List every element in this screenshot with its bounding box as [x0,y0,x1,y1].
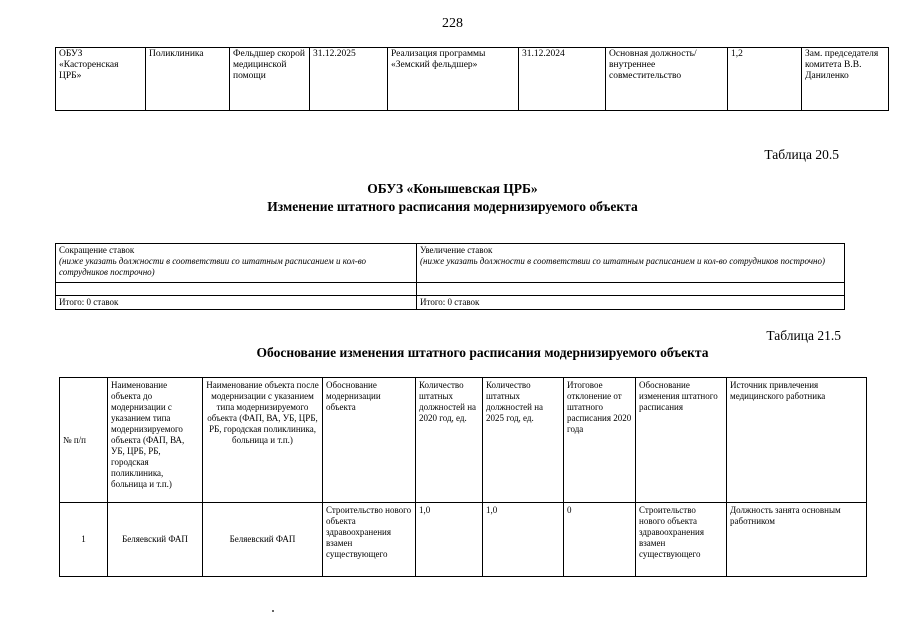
table-cell: 31.12.2024 [519,48,606,111]
section-title: Изменение штатного расписания модернизируемого объекта [267,199,638,214]
table-row [56,296,845,310]
column-header: Количество штатных должностей на 2020 год, ед. [416,378,483,503]
table-cell [56,283,417,296]
table-cell: 1,0 [483,503,564,577]
table-cell: 1,2 [728,48,802,111]
column-header: Наименование объекта после модернизации с указанием типа модернизируемого объекта (ФАП, ВА, УБ, ЦРБ, РБ, городская поликлиника, больница и т.п.) [203,378,323,503]
table-cell: Основная должность/внутреннее совместительство [606,48,728,111]
top-table [55,47,889,111]
reduction-note: (ниже указать должности в соответствии со штатным расписанием и кол-во сотрудников построчно) [59,256,367,277]
table-cell: Беляевский ФАП [203,503,323,577]
table-cell: 1,0 [416,503,483,577]
justification-table [59,377,867,577]
reduction-header-cell [56,244,417,283]
table-cell: Реализация программы «Земский фельдшер» [388,48,519,111]
table-cell: 0 [564,503,636,577]
column-header: Количество штатных должностей на 2025 год, ед. [483,378,564,503]
justification-title: Обоснование изменения штатного расписания модернизируемого объекта [256,345,709,360]
increase-header-cell [417,244,845,283]
reduction-header: Сокращение ставок [59,245,135,255]
page-number: 228 [442,16,463,31]
increase-total: Итого: 0 ставок [417,296,845,310]
table-cell: 1 [60,503,108,577]
increase-header: Увеличение ставок [420,245,493,255]
table-row [56,283,845,296]
org-title: ОБУЗ «Конышевская ЦРБ» [367,181,538,196]
table-cell: Беляевский ФАП [108,503,203,577]
increase-note: (ниже указать должности в соответствии со штатным расписанием и кол-во сотрудников построчно) [420,256,825,266]
column-header: Наименование объекта до модернизации с указанием типа модернизируемого объекта (ФАП, ВА, УБ, ЦРБ, РБ, городская поликлиника, больница и т.п.) [108,378,203,503]
table-caption-20-5: Таблица 20.5 [764,147,839,162]
table-row [60,503,867,577]
column-header: Итоговое отклонение от штатного расписания 2020 года [564,378,636,503]
table-cell: Строительство нового объекта здравоохранения взамен существующего [636,503,727,577]
table-cell: Строительство нового объекта здравоохранения взамен существующего [323,503,416,577]
column-header: Обоснование модернизации объекта [323,378,416,503]
table-cell: ОБУЗ «Касторенская ЦРБ» [56,48,146,111]
column-header: № п/п [60,378,108,503]
table-row [56,244,845,283]
table-cell: Должность занята основным работником [727,503,867,577]
column-header: Обоснование изменения штатного расписания [636,378,727,503]
table-caption-21-5: Таблица 21.5 [766,328,841,343]
column-header: Источник привлечения медицинского работника [727,378,867,503]
scan-speck [272,610,274,612]
table-cell: Поликлиника [146,48,230,111]
table-cell: Зам. председателя комитета В.В. Даниленко [802,48,889,111]
staffing-change-table [55,243,845,310]
table-cell: Фельдшер скорой медицинской помощи [230,48,310,111]
table-cell: 31.12.2025 [310,48,388,111]
reduction-total: Итого: 0 ставок [56,296,417,310]
table-row [56,48,889,111]
table-cell [417,283,845,296]
table-header-row [60,378,867,503]
